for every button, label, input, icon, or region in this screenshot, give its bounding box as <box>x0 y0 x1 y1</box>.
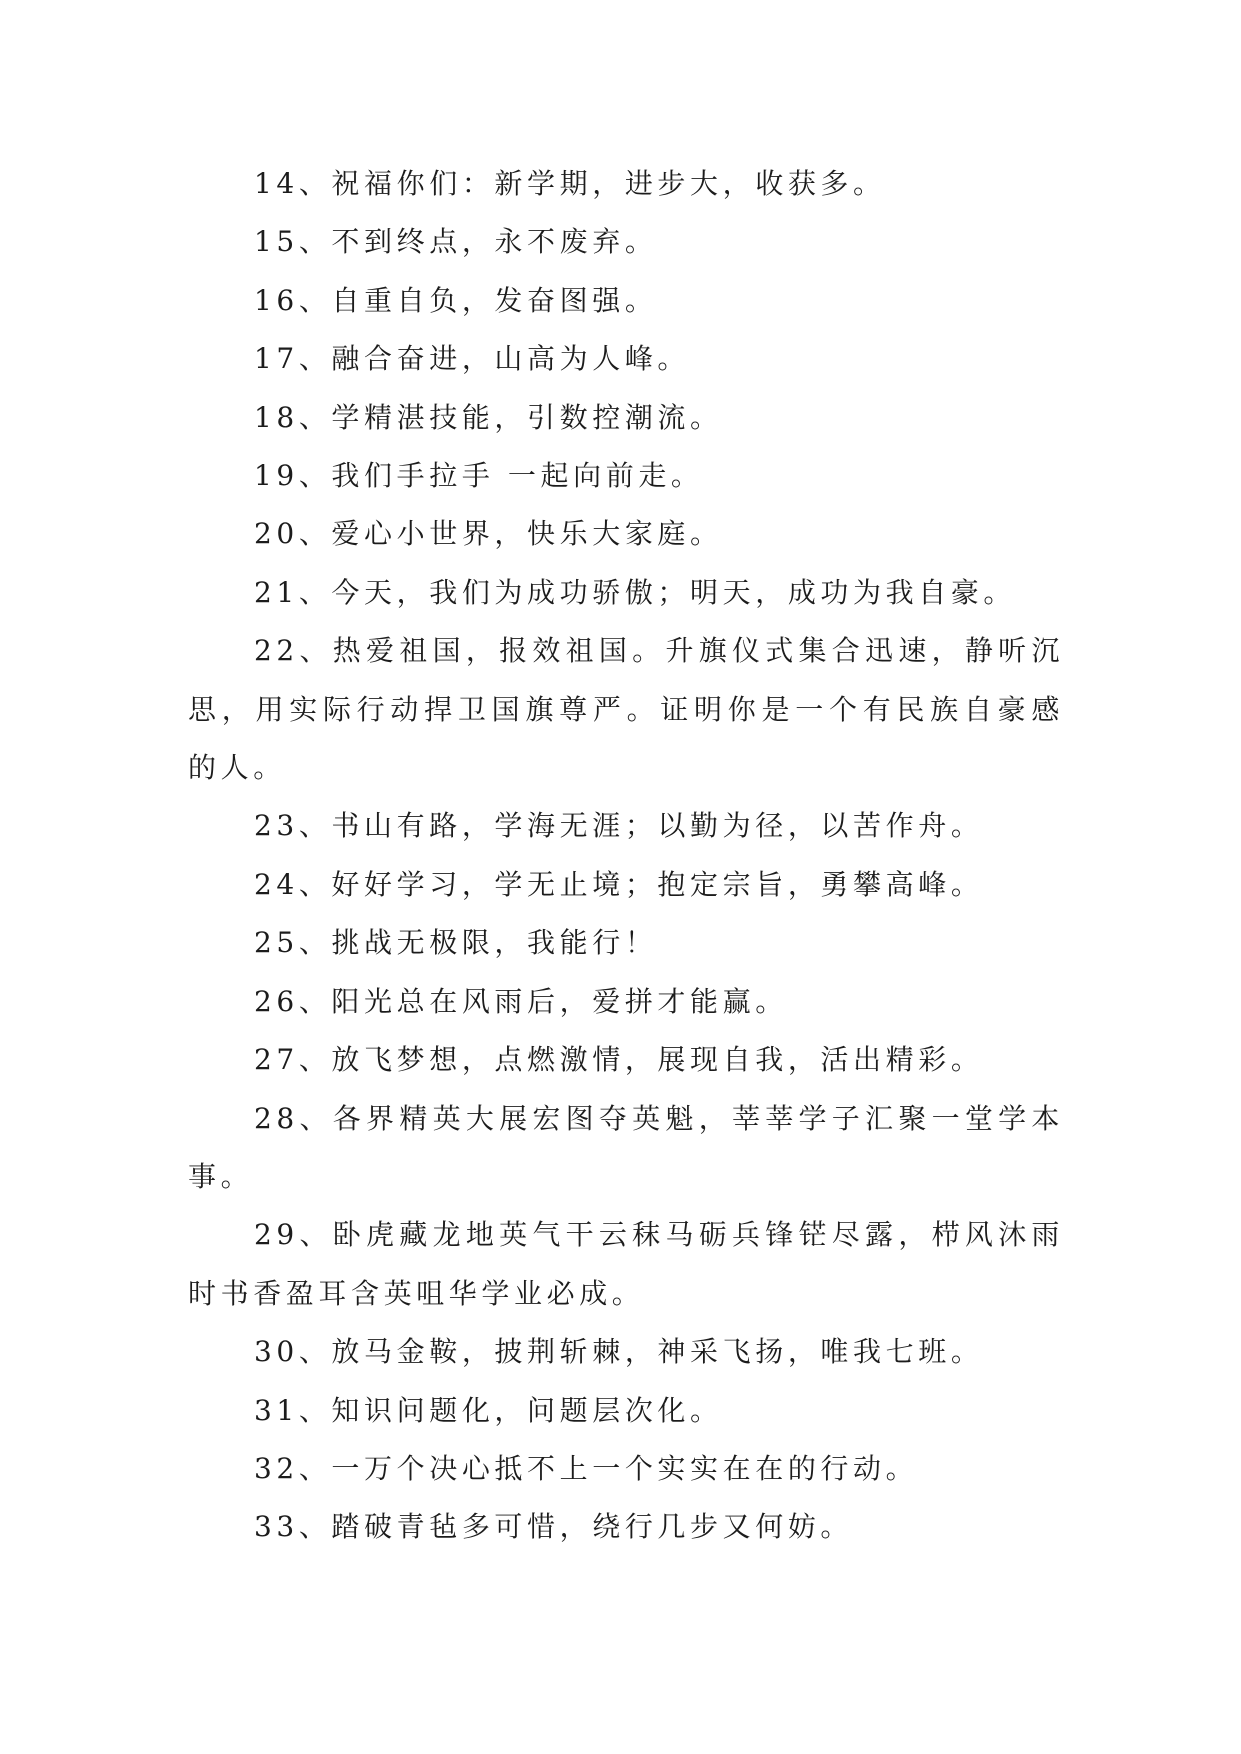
slogan-item: 22、热爱祖国，报效祖国。升旗仪式集合迅速，静听沉思，用实际行动捍卫国旗尊严。证明你是一个有民族自豪感的人。 <box>188 634 1064 785</box>
slogan-item: 15、不到终点，永不废弃。 <box>254 225 658 259</box>
slogan-item: 27、放飞梦想，点燃激情，展现自我，活出精彩。 <box>254 1043 984 1077</box>
slogan-item: 16、自重自负，发奋图强。 <box>254 283 658 317</box>
slogan-item: 18、学精湛技能，引数控潮流。 <box>254 400 723 434</box>
slogan-item: 26、阳光总在风雨后，爱拼才能赢。 <box>254 984 788 1018</box>
slogan-item: 23、书山有路，学海无涯；以勤为径，以苦作舟。 <box>254 809 984 843</box>
slogan-item: 31、知识问题化，问题层次化。 <box>254 1393 723 1427</box>
slogan-item: 14、祝福你们：新学期，进步大，收获多。 <box>254 167 886 200</box>
slogan-item: 28、各界精英大展宏图夺英魁，莘莘学子汇聚一堂学本事。 <box>188 1101 1064 1193</box>
slogan-item: 19、我们手拉手 一起向前走。 <box>254 459 704 493</box>
slogan-item: 25、挑战无极限，我能行！ <box>254 926 658 960</box>
slogan-list <box>188 155 1064 1557</box>
slogan-item: 21、今天，我们为成功骄傲；明天，成功为我自豪。 <box>254 575 1017 609</box>
slogan-item: 17、融合奋进，山高为人峰。 <box>254 342 691 376</box>
slogan-item: 20、爱心小世界，快乐大家庭。 <box>254 517 723 551</box>
slogan-item: 33、踏破青毡多可惜，绕行几步又何妨。 <box>254 1510 854 1544</box>
slogan-item: 24、好好学习，学无止境；抱定宗旨，勇攀高峰。 <box>254 867 984 901</box>
slogan-item: 30、放马金鞍，披荆斩棘，神采飞扬，唯我七班。 <box>254 1335 984 1369</box>
slogan-item: 32、一万个决心抵不上一个实实在在的行动。 <box>254 1451 919 1485</box>
slogan-item: 29、卧虎藏龙地英气干云秣马砺兵锋铓尽露，栉风沐雨时书香盈耳含英咀华学业必成。 <box>188 1218 1064 1310</box>
